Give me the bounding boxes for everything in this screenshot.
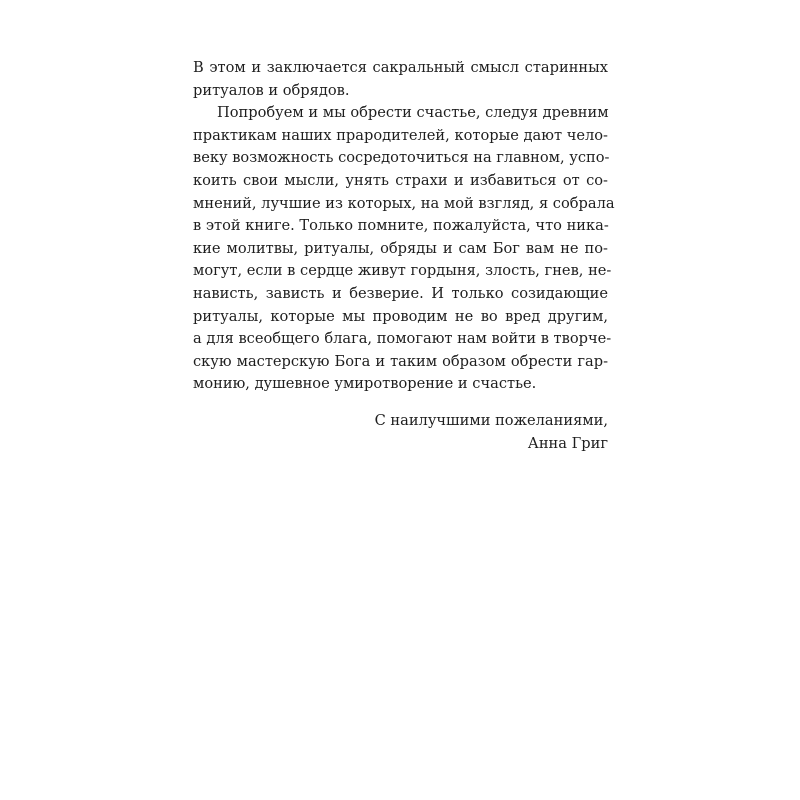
text-line: практикам наших прародителей, которые дают чело- (193, 126, 608, 144)
closing-line: С наилучшими пожеланиями, (374, 411, 608, 429)
text-line: веку возможность сосредоточиться на главном, успо- (193, 149, 610, 167)
text-line: могут, если в сердце живут гордыня, злость, гнев, не- (193, 262, 612, 280)
text-line: а для всеобщего блага, помогают нам войти в творче- (193, 330, 612, 348)
text-line: монию, душевное умиротворение и счастье. (193, 375, 537, 393)
text-line: кие молитвы, ритуалы, обряды и сам Бог вам не по- (193, 239, 608, 257)
text-line: скую мастерскую Бога и таким образом обрести гар- (193, 352, 608, 370)
text-line: В этом и заключается сакральный смысл старинных (193, 59, 608, 76)
text-line: нависть, зависть и безверие. И только созидающие (193, 284, 608, 302)
text-line: ритуалы, которые мы проводим не во вред другим, (193, 307, 608, 325)
paragraph-1 (193, 57, 608, 102)
book-page (193, 57, 615, 455)
text-line: Попробуем и мы обрести счастье, следуя древним (217, 104, 609, 122)
signature (193, 410, 608, 455)
paragraph-2 (193, 102, 615, 396)
text-line: коить свои мысли, унять страхи и избавиться от со- (193, 171, 608, 189)
text-line: мнений, лучшие из которых, на мой взгляд, я собрала (193, 194, 615, 212)
text-line: ритуалов и обрядов. (193, 81, 350, 99)
author-name: Анна Григ (527, 434, 608, 452)
text-line: в этой книге. Только помните, пожалуйста, что ника- (193, 217, 609, 235)
